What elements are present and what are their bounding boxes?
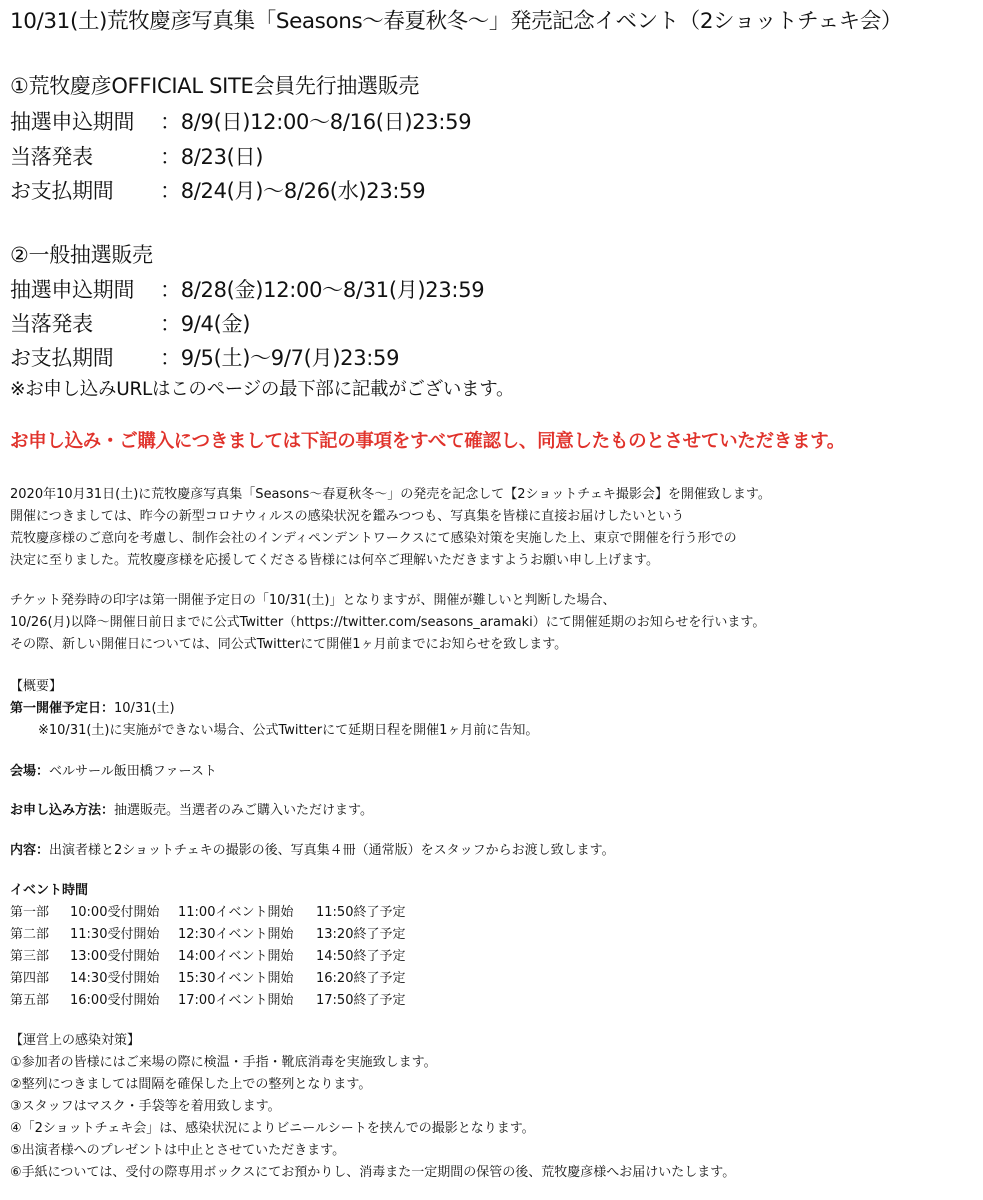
schedule-heading: イベント時間 — [10, 883, 89, 898]
start-cell: 11:00イベント開始 — [178, 905, 294, 920]
schedule-row — [10, 946, 405, 968]
reception-cell: 11:30受付開始 — [70, 927, 160, 942]
ticket-paragraph — [10, 590, 765, 656]
overview-heading: 【概要】 — [10, 679, 63, 694]
overview-method — [10, 800, 373, 822]
page-title: 10/31(土)荒牧慶彦写真集「Seasons〜春夏秋冬〜」発売記念イベント（2ショットチェキ会） — [10, 9, 902, 34]
intro-paragraph — [10, 484, 771, 572]
row-label: お支払期間 — [10, 179, 114, 203]
ticket-line: その際、新しい開催日については、同公式Twitterにて開催1ヶ月前までにお知らせを致します。 — [10, 637, 568, 652]
presale-row-result — [10, 141, 263, 171]
end-cell: 17:50終了予定 — [316, 993, 406, 1008]
start-cell: 12:30イベント開始 — [178, 927, 294, 942]
measures-list — [10, 1052, 735, 1184]
general-row-application — [10, 274, 484, 304]
general-row-result — [10, 308, 250, 338]
row-value: ：8/23(日) — [160, 145, 264, 169]
schedule-row — [10, 990, 405, 1012]
reception-cell: 14:30受付開始 — [70, 971, 160, 986]
row-label: お支払期間 — [10, 346, 114, 370]
row-value: ：9/4(金) — [160, 312, 251, 336]
method-value: 抽選販売。当選者のみご購入いただけます。 — [114, 803, 373, 818]
content-label: 内容： — [10, 843, 50, 858]
date-label: 第一開催予定日： — [10, 701, 115, 716]
row-value: ：8/28(金)12:00〜8/31(月)23:59 — [160, 278, 485, 302]
part-cell: 第四部 — [10, 971, 50, 986]
overview-date-note: ※10/31(土)に実施ができない場合、公式Twitterにて延期日程を開催1ヶ月前に告知。 — [38, 723, 539, 738]
intro-line: 荒牧慶彦様のご意向を考慮し、制作会社のインディペンデントワークスにて感染対策を実施した上、東京で開催を行う形での — [10, 531, 737, 546]
schedule-row — [10, 902, 405, 924]
row-label: 当落発表 — [10, 312, 93, 336]
measure-item: ③スタッフはマスク・手袋等を着用致します。 — [10, 1099, 281, 1114]
intro-line: 決定に至りました。荒牧慶彦様を応援してくださる皆様には何卒ご理解いただきますようお願い申し上げます。 — [10, 553, 659, 568]
part-cell: 第五部 — [10, 993, 50, 1008]
overview-content — [10, 840, 615, 862]
measure-item: ⑤出演者様へのプレゼントは中止とさせていただきます。 — [10, 1143, 346, 1158]
measure-item: ②整列につきましては間隔を確保した上での整列となります。 — [10, 1077, 372, 1092]
end-cell: 14:50終了予定 — [316, 949, 406, 964]
schedule-row — [10, 924, 405, 946]
consent-notice: お申し込み・ご購入につきましては下記の事項をすべて確認し、同意したものとさせていただきます。 — [10, 431, 845, 452]
schedule-table — [10, 902, 405, 1012]
part-cell: 第一部 — [10, 905, 50, 920]
row-value: ：8/24(月)〜8/26(水)23:59 — [160, 179, 426, 203]
presale-heading: ①荒牧慶彦OFFICIAL SITE会員先行抽選販売 — [10, 74, 420, 98]
overview-date — [10, 698, 175, 720]
end-cell: 13:20終了予定 — [316, 927, 406, 942]
part-cell: 第二部 — [10, 927, 50, 942]
end-cell: 16:20終了予定 — [316, 971, 406, 986]
reception-cell: 10:00受付開始 — [70, 905, 160, 920]
venue-label: 会場： — [10, 764, 50, 779]
row-label: 抽選申込期間 — [10, 110, 135, 134]
date-value: 10/31(土) — [114, 701, 175, 716]
overview-venue — [10, 761, 217, 783]
method-label: お申し込み方法： — [10, 803, 115, 818]
content-value: 出演者様と2ショットチェキの撮影の後、写真集４冊（通常版）をスタッフからお渡し致します。 — [49, 843, 615, 858]
intro-line: 開催につきましては、昨今の新型コロナウィルスの感染状況を鑑みつつも、写真集を皆様に直接お届けしたいという — [10, 509, 685, 524]
reception-cell: 13:00受付開始 — [70, 949, 160, 964]
ticket-line: チケット発券時の印字は第一開催予定日の「10/31(土)」となりますが、開催が難しいと判断した場合、 — [10, 593, 616, 608]
part-cell: 第三部 — [10, 949, 50, 964]
application-url-note: ※お申し込みURLはこのページの最下部に記載がございます。 — [10, 379, 515, 400]
measure-item: ⑥手紙については、受付の際専用ボックスにてお預かりし、消毒また一定期間の保管の後、荒牧慶彦様へお届けいたします。 — [10, 1165, 736, 1180]
ticket-line: 10/26(月)以降〜開催日前日までに公式Twitter（https://twitter.com/seasons_aramaki）にて開催延期のお知らせを行います。 — [10, 615, 766, 630]
row-label: 当落発表 — [10, 145, 93, 169]
schedule-row — [10, 968, 405, 990]
start-cell: 17:00イベント開始 — [178, 993, 294, 1008]
reception-cell: 16:00受付開始 — [70, 993, 160, 1008]
measures-heading: 【運営上の感染対策】 — [10, 1033, 141, 1048]
row-value: ：8/9(日)12:00〜8/16(日)23:59 — [160, 110, 472, 134]
measure-item: ④「2ショットチェキ会」は、感染状況によりビニールシートを挟んでの撮影となります。 — [10, 1121, 535, 1136]
general-heading: ②一般抽選販売 — [10, 243, 153, 267]
end-cell: 11:50終了予定 — [316, 905, 406, 920]
row-label: 抽選申込期間 — [10, 278, 135, 302]
row-value: ：9/5(土)〜9/7(月)23:59 — [160, 346, 400, 370]
venue-value: ベルサール飯田橋ファースト — [49, 764, 217, 779]
measure-item: ①参加者の皆様にはご来場の際に検温・手指・靴底消毒を実施致します。 — [10, 1055, 437, 1070]
presale-row-application — [10, 106, 471, 136]
general-row-payment — [10, 342, 399, 372]
intro-line: 2020年10月31日(土)に荒牧慶彦写真集「Seasons〜春夏秋冬〜」の発売を記念して【2ショットチェキ撮影会】を開催致します。 — [10, 487, 771, 502]
start-cell: 14:00イベント開始 — [178, 949, 294, 964]
start-cell: 15:30イベント開始 — [178, 971, 294, 986]
presale-row-payment — [10, 175, 425, 205]
